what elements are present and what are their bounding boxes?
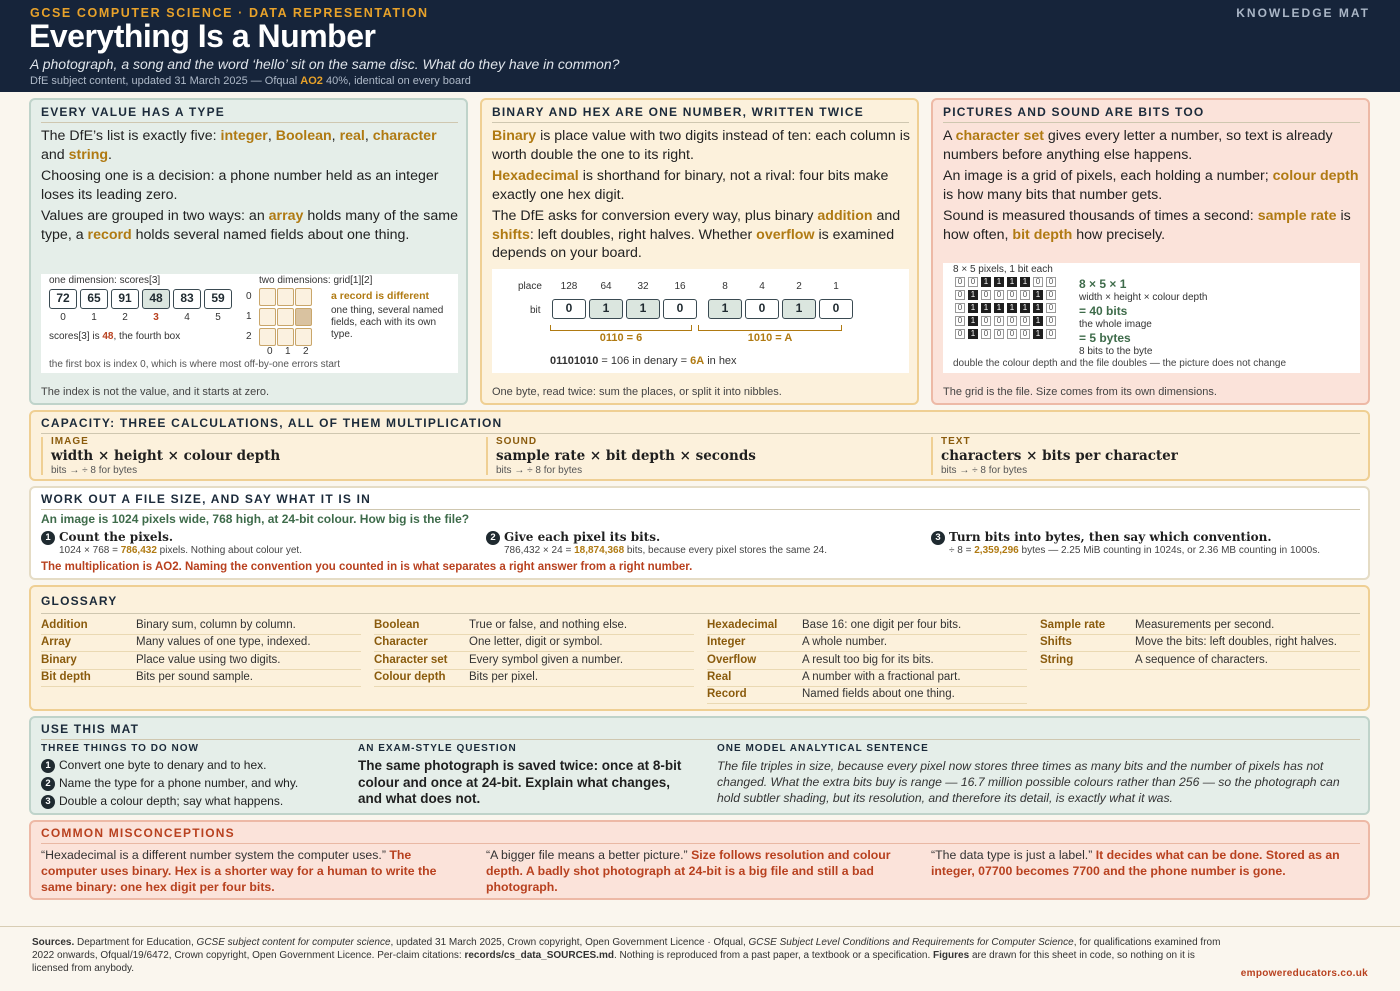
grid-row-index: 0 — [246, 291, 252, 302]
card-capacity — [29, 410, 1370, 481]
pixel: 1 — [1020, 277, 1030, 287]
glossary-definition: Measurements per second. — [1135, 619, 1275, 631]
pixel: 0 — [1007, 329, 1017, 339]
capacity-unit: bits → ÷ 8 for bytes — [51, 465, 138, 476]
glossary-definition: Many values of one type, indexed. — [136, 636, 311, 649]
glossary-term: Character set — [374, 653, 448, 666]
work-note: The multiplication is AO2. Naming the convention you counted in is what separates a right answer from a right number. — [41, 561, 693, 573]
glossary-term: Shifts — [1040, 636, 1072, 649]
bit-cell: 0 — [663, 299, 697, 319]
card-heading: GLOSSARY — [41, 594, 118, 608]
figure-note: scores[3] is 48, the fourth box — [49, 331, 181, 342]
capacity-divider — [486, 437, 488, 475]
card-heading: PICTURES AND SOUND ARE BITS TOO — [943, 105, 1205, 119]
pixel: 1 — [994, 277, 1004, 287]
card-use — [29, 716, 1370, 815]
place-value: 64 — [600, 281, 612, 292]
card-text: A character set gives every letter a number, so text is already numbers before anything else happens. — [943, 128, 1333, 163]
card-text: Values are grouped in two ways: an array holds many of the same type, a record holds several named fields about one thing. — [41, 208, 458, 243]
pixel: 0 — [1020, 329, 1030, 339]
exam-question: The same photograph is saved twice: once at 8-bit colour and once at 24-bit. Explain what changes, and what does not. — [358, 758, 682, 806]
pixel-figure — [943, 263, 1360, 373]
glossary-definition: A number with a fractional part. — [802, 670, 961, 683]
grid-cell — [295, 328, 312, 346]
step-detail: ÷ 8 = 2,359,296 bytes — 2.25 MiB counting in 1024s, or 2.36 MB counting in 1000s. — [949, 545, 1321, 556]
glossary-definition: A whole number. — [802, 636, 888, 649]
todo-item: 1 Convert one byte to denary and to hex. — [41, 758, 266, 773]
capacity-unit: bits → ÷ 8 for bytes — [496, 465, 583, 476]
glossary-term: Record — [707, 688, 747, 701]
glossary-definition: True or false, and nothing else. — [469, 619, 628, 631]
capacity-heading: SOUND — [496, 436, 538, 447]
array-cell: 91 — [111, 289, 139, 309]
glossary-definition: Place value using two digits. — [136, 653, 281, 666]
place-value: 32 — [637, 281, 649, 292]
pixel: 1 — [968, 329, 978, 339]
glossary-term: Integer — [707, 636, 746, 649]
pixel: 0 — [981, 316, 991, 326]
grid-cell — [295, 288, 312, 306]
bit-cell: 1 — [626, 299, 660, 319]
glossary-divider — [374, 686, 694, 687]
grid-row-index: 2 — [246, 331, 252, 342]
todo-number: 2 — [41, 777, 55, 791]
glossary-definition: Binary sum, column by column. — [136, 619, 296, 631]
array-cell: 59 — [204, 289, 232, 309]
capacity-formula: width × height × colour depth — [51, 448, 281, 464]
array-cell: 65 — [80, 289, 108, 309]
pixel: 0 — [981, 290, 991, 300]
todo-number: 3 — [41, 795, 55, 809]
card-binary — [480, 98, 919, 405]
card-pictures — [931, 98, 1370, 405]
pixel: 1 — [968, 303, 978, 313]
pixel: 1 — [1033, 290, 1043, 300]
model-sentence: The file triples in size, because every pixel now stores three times as many bits and the number of pixels has not changed. What the extra bits buy is range — 16.7 million possible colours rather than 256 — so the photograph can hold subtler shading, but its resolution, and therefore its detail, is exactly what it was. — [717, 759, 1340, 805]
glossary-definition: Bits per pixel. — [469, 670, 539, 683]
todo-item: 3 Double a colour depth; say what happens. — [41, 794, 283, 809]
calc: 8 × 5 × 1 — [1079, 277, 1127, 291]
bit-cell: 1 — [708, 299, 742, 319]
card-text: Binary is place value with two digits instead of ten: each column is worth double the one to its right. — [492, 128, 910, 163]
capacity-formula: sample rate × bit depth × seconds — [496, 448, 756, 464]
capacity-heading: IMAGE — [51, 436, 89, 447]
array-index: 1 — [91, 312, 97, 323]
bits-sub: the whole image — [1079, 319, 1152, 330]
pixel: 0 — [994, 329, 1004, 339]
step-detail: 786,432 × 24 = 18,874,368 bits, because every pixel stores the same 24. — [504, 545, 828, 556]
pixel: 1 — [1007, 277, 1017, 287]
grid-cell — [259, 288, 276, 306]
pixel: 0 — [994, 316, 1004, 326]
pixel: 0 — [1020, 290, 1030, 300]
place-value: 16 — [674, 281, 686, 292]
step-number: 1 — [41, 531, 55, 545]
glossary-divider — [1040, 634, 1360, 635]
place-value: 2 — [796, 281, 802, 292]
pixel: 0 — [981, 329, 991, 339]
bytes-sub: 8 bits to the byte — [1079, 346, 1153, 357]
pixel: 1 — [968, 316, 978, 326]
grid-cell — [277, 288, 294, 306]
pixel: 1 — [981, 277, 991, 287]
place-value: 1 — [833, 281, 839, 292]
array-cell: 72 — [49, 289, 77, 309]
pixel: 1 — [981, 303, 991, 313]
card-text: Hexadecimal is shorthand for binary, not a rival: four bits make exactly one hex digit. — [492, 168, 889, 203]
grid-cell — [277, 328, 294, 346]
pixel: 0 — [955, 277, 965, 287]
glossary-definition: Named fields about one thing. — [802, 688, 955, 701]
figure-label: two dimensions: grid[1][2] — [259, 275, 373, 286]
grid-col-index: 2 — [303, 346, 309, 357]
bits-result: = 40 bits — [1079, 304, 1128, 318]
nibble-label: 1010 = A — [747, 332, 793, 344]
step-title: 1 Count the pixels. — [41, 530, 173, 545]
card-heading: COMMON MISCONCEPTIONS — [41, 826, 235, 840]
grid-row-index: 1 — [246, 311, 252, 322]
work-question: An image is 1024 pixels wide, 768 high, at 24-bit colour. How big is the file? — [41, 512, 470, 526]
model-heading: ONE MODEL ANALYTICAL SENTENCE — [717, 743, 929, 754]
pixel: 1 — [1033, 303, 1043, 313]
nibble-bracket — [550, 325, 692, 331]
card-text: Choosing one is a decision: a phone number held as an integer loses its leading zero. — [41, 168, 439, 203]
pixel: 0 — [955, 329, 965, 339]
glossary-divider — [41, 651, 361, 652]
array-index: 2 — [122, 312, 128, 323]
card-footer: One byte, read twice: sum the places, or split it into nibbles. — [492, 386, 782, 398]
card-footer: The index is not the value, and it starts at zero. — [41, 386, 270, 398]
bit-cell: 0 — [819, 299, 853, 319]
header — [0, 0, 1400, 92]
pixel: 0 — [1046, 316, 1056, 326]
step-number: 3 — [931, 531, 945, 545]
step-detail: 1024 × 768 = 786,432 pixels. Nothing about colour yet. — [59, 545, 302, 556]
grid-col-index: 0 — [267, 346, 273, 357]
pixel: 1 — [1033, 329, 1043, 339]
pixel: 1 — [1007, 303, 1017, 313]
page-subtitle: A photograph, a song and the word ‘hello’ sit on the same disc. What do they have in common? — [30, 56, 620, 72]
card-heading: CAPACITY: THREE CALCULATIONS, ALL OF THEM MULTIPLICATION — [41, 416, 503, 430]
glossary-term: Colour depth — [374, 670, 446, 683]
bit-cell: 1 — [782, 299, 816, 319]
glossary-term: Real — [707, 670, 732, 683]
mat-label: KNOWLEDGE MAT — [1236, 6, 1370, 20]
glossary-divider — [374, 669, 694, 670]
array-figure — [41, 274, 458, 373]
pixel: 0 — [1020, 316, 1030, 326]
misconception: “The data type is just a label.” It decides what can be done. Stored as an integer, 07700 becomes 7700 and the phone number is gone. — [931, 848, 1340, 878]
glossary-divider — [374, 634, 694, 635]
glossary-term: Hexadecimal — [707, 619, 778, 631]
byte-figure — [492, 269, 909, 373]
place-value: 8 — [722, 281, 728, 292]
grid-cell — [295, 308, 312, 326]
question-heading: AN EXAM-STYLE QUESTION — [358, 743, 517, 754]
glossary-divider — [707, 686, 1027, 687]
byte-sum: 01101010 = 106 in denary = 6A in hex — [550, 355, 737, 367]
array-index: 0 — [60, 312, 66, 323]
bit-cell: 0 — [745, 299, 779, 319]
array-cell: 48 — [142, 289, 170, 309]
glossary-divider — [41, 686, 361, 687]
pixel: 0 — [1007, 290, 1017, 300]
pixel: 1 — [1033, 316, 1043, 326]
grid-col-index: 1 — [285, 346, 291, 357]
kicker: GCSE COMPUTER SCIENCE · DATA REPRESENTATION — [30, 6, 429, 20]
capacity-formula: characters × bits per character — [941, 448, 1178, 464]
card-text: Sound is measured thousands of times a second: sample rate is how often, bit depth how precisely. — [943, 208, 1351, 243]
glossary-definition: One letter, digit or symbol. — [469, 636, 603, 649]
grid-cell — [259, 328, 276, 346]
nibble-bracket — [698, 325, 842, 331]
glossary-definition: Every symbol given a number. — [469, 653, 624, 666]
card-work — [29, 486, 1370, 580]
bytes-result: = 5 bytes — [1079, 331, 1131, 345]
pixel: 0 — [955, 316, 965, 326]
record-text: one thing, several named fields, each with its own type. — [331, 305, 444, 340]
glossary-term: Bit depth — [41, 670, 91, 683]
place-value: 4 — [759, 281, 765, 292]
pixel-note: double the colour depth and the file doubles — the picture does not change — [953, 358, 1287, 369]
pixel: 0 — [968, 277, 978, 287]
array-index: 4 — [184, 312, 190, 323]
step-title: 3 Turn bits into bytes, then say which convention. — [931, 530, 1272, 545]
card-text: The DfE’s list is exactly five: integer, Boolean, real, character and string. — [41, 128, 437, 163]
pixel: 0 — [994, 290, 1004, 300]
place-value: 128 — [560, 281, 578, 292]
glossary-definition: Bits per sound sample. — [136, 670, 253, 683]
glossary-term: Array — [41, 636, 72, 649]
glossary-term: Boolean — [374, 619, 420, 631]
misconception: “Hexadecimal is a different number system the computer uses.” The computer uses binary. Hex is a shorter way for a human to write the same binary: one hex digit per four bits. — [41, 848, 437, 894]
glossary-divider — [707, 651, 1027, 652]
glossary-term: Binary — [41, 653, 77, 666]
calc-sub: width × height × colour depth — [1079, 292, 1208, 303]
glossary-divider — [707, 669, 1027, 670]
bit-cell: 1 — [589, 299, 623, 319]
pixel: 0 — [1046, 329, 1056, 339]
card-heading: WORK OUT A FILE SIZE, AND SAY WHAT IT IS IN — [41, 492, 372, 506]
pixel: 1 — [968, 290, 978, 300]
glossary-term: Overflow — [707, 653, 757, 666]
array-index: 3 — [153, 312, 159, 323]
glossary-divider — [1040, 669, 1360, 670]
bit-label: bit — [530, 305, 541, 316]
nibble-label: 0110 = 6 — [599, 332, 643, 344]
misconception: “A bigger file means a better picture.” Size follows resolution and colour depth. A badly shot photograph at 24-bit is a big file and still a bad photograph. — [486, 848, 891, 894]
pixel: 1 — [1020, 303, 1030, 313]
glossary-term: String — [1040, 653, 1074, 666]
page-title: Everything Is a Number — [29, 18, 376, 54]
card-footer: The grid is the file. Size comes from its own dimensions. — [943, 386, 1217, 398]
card-heading: EVERY VALUE HAS A TYPE — [41, 105, 225, 119]
capacity-heading: TEXT — [941, 436, 971, 447]
glossary-definition: Base 16: one digit per four bits. — [802, 619, 962, 631]
pixel: 1 — [994, 303, 1004, 313]
glossary-divider — [707, 703, 1027, 704]
card-text: The DfE asks for conversion every way, plus binary addition and shifts: left doubles, right halves. Whether overflow is examined depends on your board. — [492, 208, 901, 261]
pixel: 0 — [955, 303, 965, 313]
pixel: 0 — [1046, 290, 1056, 300]
card-types — [29, 98, 468, 405]
glossary-definition: Move the bits: left doubles, right halves. — [1135, 636, 1337, 649]
glossary-definition: A result too big for its bits. — [802, 653, 934, 666]
index-note: the first box is index 0, which is where most off-by-one errors start — [49, 359, 341, 370]
card-glossary — [29, 585, 1370, 711]
pixel: 0 — [1033, 277, 1043, 287]
bit-cell: 0 — [552, 299, 586, 319]
glossary-term: Character — [374, 636, 428, 649]
capacity-divider — [41, 437, 43, 475]
todo-item: 2 Name the type for a phone number, and why. — [41, 776, 298, 791]
array-cell: 83 — [173, 289, 201, 309]
step-number: 2 — [486, 531, 500, 545]
capacity-unit: bits → ÷ 8 for bytes — [941, 465, 1028, 476]
card-misconceptions — [29, 820, 1370, 900]
glossary-divider — [41, 634, 361, 635]
figure-label: one dimension: scores[3] — [49, 275, 161, 286]
glossary-definition: A sequence of characters. — [1135, 653, 1268, 666]
grid-cell — [277, 308, 294, 326]
figure-label: 8 × 5 pixels, 1 bit each — [953, 264, 1053, 275]
record-title: a record is different — [331, 290, 430, 302]
header-meta: DfE subject content, updated 31 March 2025 — Ofqual AO2 40%, identical on every board — [30, 75, 471, 87]
glossary-divider — [707, 634, 1027, 635]
capacity-divider — [931, 437, 933, 475]
glossary-term: Addition — [41, 619, 88, 631]
place-label: place — [518, 281, 542, 292]
glossary-divider — [374, 651, 694, 652]
glossary-divider — [41, 669, 361, 670]
pixel: 0 — [1046, 303, 1056, 313]
card-heading: USE THIS MAT — [41, 722, 140, 736]
pixel: 0 — [1007, 316, 1017, 326]
pixel: 0 — [1046, 277, 1056, 287]
grid-cell — [259, 308, 276, 326]
step-title: 2 Give each pixel its bits. — [486, 530, 660, 545]
card-text: An image is a grid of pixels, each holding a number; colour depth is how many bits that number gets. — [943, 168, 1359, 203]
site-link[interactable]: empowereducators.co.uk — [1240, 968, 1368, 979]
todo-heading: THREE THINGS TO DO NOW — [41, 743, 199, 754]
array-index: 5 — [215, 312, 221, 323]
card-heading: BINARY AND HEX ARE ONE NUMBER, WRITTEN TWICE — [492, 105, 864, 119]
sources: Sources. Department for Education, GCSE subject content for computer science, updated 31 March 2025, Crown copyright, Open Government Licence · Ofqual, GCSE Subject Level Conditions and Requirements for Computer Science, for qualifications examined from 2022 onwards, Ofqual/19/6472, Crown copyright, Open Government Licence. Per-claim citations: records/cs_data_SOURCES.md. Nothing is reproduced from a past paper, a textbook or a specification. Figures are drawn for this sheet in code, so nothing on it is licensed from anybody. — [32, 937, 1221, 974]
todo-number: 1 — [41, 759, 55, 773]
pixel: 0 — [955, 290, 965, 300]
glossary-term: Sample rate — [1040, 619, 1106, 631]
glossary-divider — [1040, 651, 1360, 652]
